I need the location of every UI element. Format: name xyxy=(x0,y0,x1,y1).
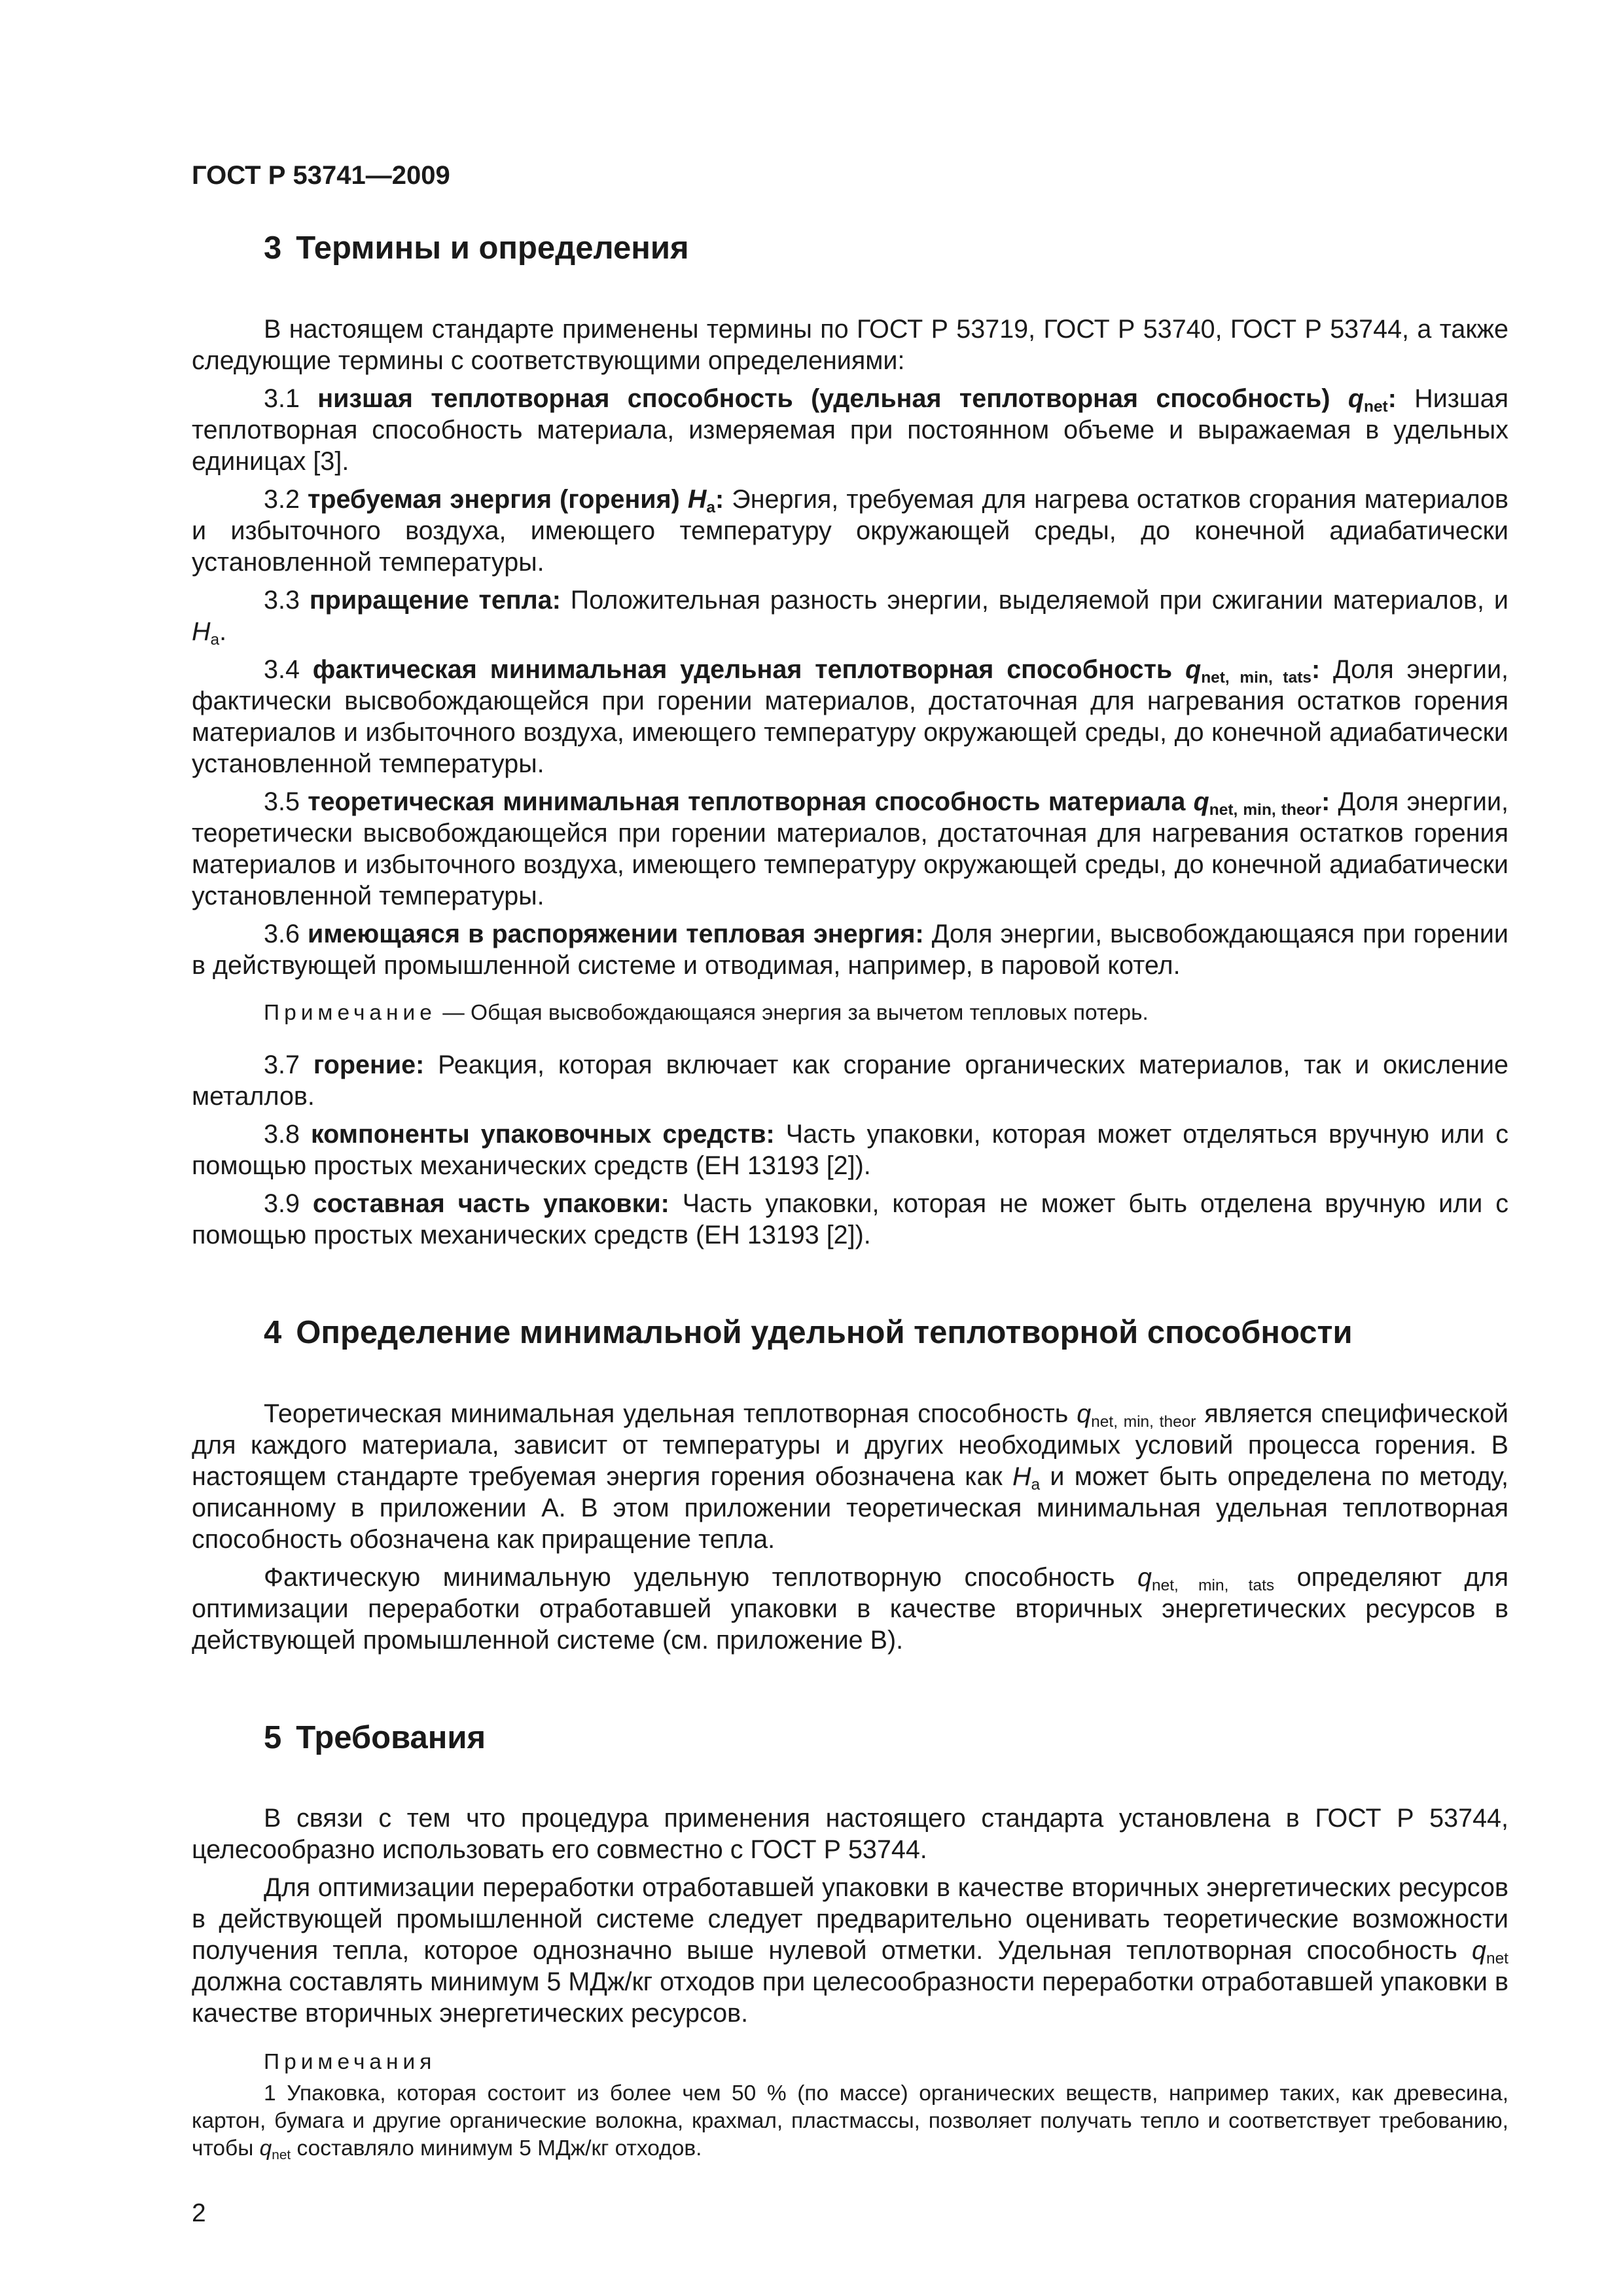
term-number: 3.4 xyxy=(264,655,300,684)
section-number: 3 xyxy=(264,230,282,266)
symbol-subscript: net, min, theor xyxy=(1091,1412,1196,1431)
document-id: ГОСТ Р 53741—2009 xyxy=(192,161,450,190)
section-5-note-1 xyxy=(192,2080,1508,2162)
term-number: 3.5 xyxy=(264,787,300,816)
term-definition: Доля энергии, высвобождающаяся при горении в действующей промышленной системе и отводимая, например, в паровой котел. xyxy=(192,919,1508,980)
text-run: составляло минимум 5 МДж/кг отходов. xyxy=(296,2136,702,2161)
term-name: низшая теплотворная способность (удельная теплотворная способность) xyxy=(317,384,1330,413)
symbol-subscript: net xyxy=(1486,1950,1508,1968)
term-colon: : xyxy=(1387,384,1397,413)
note-label: Примечание xyxy=(264,1000,437,1025)
term-3-7 xyxy=(192,1049,1508,1112)
symbol: q xyxy=(1077,1399,1092,1428)
section-5-paragraph-2 xyxy=(192,1872,1508,2029)
term-symbol-subscript: a xyxy=(706,498,716,516)
term-number: 3.3 xyxy=(264,585,300,615)
term-3-1 xyxy=(192,383,1508,477)
section-5-heading xyxy=(192,1719,1508,1757)
term-definition: Доля энергии, фактически высвобождающейся при горении материалов, достаточная для нагревания остатков горения материалов и избыточного воздуха, имеющего температуру окружающей среды, до конечной адиабатически установленной температуры. xyxy=(192,655,1508,778)
section-title: Определение минимальной удельной теплотворной способности xyxy=(296,1314,1353,1350)
term-symbol-subscript: a xyxy=(210,630,220,649)
term-definition: Реакция, которая включает как сгорание органических материалов, так и окисление металлов. xyxy=(192,1050,1508,1111)
term-end: . xyxy=(219,617,227,646)
term-symbol: H xyxy=(687,484,707,514)
term-3-8 xyxy=(192,1119,1508,1181)
term-definition: Низшая теплотворная способность материала, измеряемая при постоянном объеме и выражаемая в удельных единицах [3]. xyxy=(192,384,1508,476)
term-number: 3.7 xyxy=(264,1050,300,1079)
section-3-heading xyxy=(192,229,1508,268)
term-name: компоненты упаковочных средств: xyxy=(310,1119,775,1149)
page-number: 2 xyxy=(192,2199,206,2227)
term-3-2 xyxy=(192,484,1508,578)
section-5-notes-label xyxy=(192,2049,1508,2076)
symbol: H xyxy=(1012,1462,1031,1491)
term-name: фактическая минимальная удельная теплотворная способность xyxy=(312,655,1173,684)
note-text: — Общая высвобождающаяся энергия за вычетом тепловых потерь. xyxy=(442,1000,1149,1025)
term-name: требуемая энергия (горения) xyxy=(308,484,680,514)
term-symbol-subscript: net, min, theor xyxy=(1209,800,1322,819)
term-name: составная часть упаковки: xyxy=(312,1189,669,1218)
term-symbol-subscript: net xyxy=(1363,397,1388,416)
notes-label: Примечания xyxy=(264,2050,437,2075)
term-3-3 xyxy=(192,584,1508,647)
document-page xyxy=(192,0,1508,2296)
term-name: теоретическая минимальная теплотворная способность материала xyxy=(308,787,1186,816)
term-symbol: q xyxy=(1185,655,1202,684)
text-run: 1 Упаковка, которая состоит из более чем 50 % (по массе) органических веществ, например таких, как древесина, картон, бумага и другие органические волокна, крахмал, пластмассы, позволяет получать тепло и соответствует требованию, чтобы xyxy=(192,2081,1508,2161)
section-3-note xyxy=(192,999,1508,1027)
text-run: Фактическую минимальную удельную теплотворную способность xyxy=(264,1562,1115,1592)
term-definition: Доля энергии, теоретически высвобождающейся при горении материалов, достаточная для нагревания остатков горения материалов и избыточного воздуха, имеющего температуру окружающей среды, до конечной адиабатически установленной температуры. xyxy=(192,787,1508,910)
term-3-5 xyxy=(192,786,1508,912)
term-name: имеющаяся в распоряжении тепловая энергия: xyxy=(308,919,924,948)
term-symbol-subscript: net, min, tats xyxy=(1201,668,1311,687)
section-4-heading xyxy=(192,1314,1508,1352)
term-name: горение: xyxy=(313,1050,425,1079)
term-colon: : xyxy=(1321,787,1330,816)
symbol: q xyxy=(259,2136,272,2161)
term-definition: Часть упаковки, которая не может быть отделена вручную или с помощью простых механических средств (ЕН 13193 [2]). xyxy=(192,1189,1508,1249)
text-run: Для оптимизации переработки отработавшей упаковки в качестве вторичных энергетических ресурсов в действующей промышленной системе следует предварительно оценивать теоретические возможности получения тепла, которое однозначно выше нулевой отметки. Удельная теплотворная способность xyxy=(192,1873,1508,1965)
term-3-6 xyxy=(192,918,1508,981)
term-colon: : xyxy=(1311,655,1321,684)
term-symbol: H xyxy=(192,617,211,646)
term-definition: Энергия, требуемая для нагрева остатков сгорания материалов и избыточного воздуха, имеющего температуру окружающей среды, до конечной адиабатически установленной температуры. xyxy=(192,484,1509,577)
section-4-paragraph-1 xyxy=(192,1398,1508,1555)
text-run: определяют для оптимизации переработки отработавшей упаковки в качестве вторичных энергетических ресурсов в действующей промышленной системе (см. приложение В). xyxy=(192,1562,1508,1655)
term-definition: Положительная разность энергии, выделяемой при сжигании материалов, и xyxy=(570,585,1508,615)
term-number: 3.2 xyxy=(264,484,300,514)
section-number: 5 xyxy=(264,1719,282,1755)
term-colon: : xyxy=(715,484,724,514)
term-name: приращение тепла: xyxy=(309,585,561,615)
section-title: Термины и определения xyxy=(296,230,689,266)
text-run: и может быть определена по методу, описанному в приложении А. В этом приложении теоретическая минимальная удельная теплотворная способность обозначена как приращение тепла. xyxy=(192,1462,1508,1554)
symbol: q xyxy=(1137,1562,1152,1592)
text-run: Теоретическая минимальная удельная теплотворная способность xyxy=(264,1399,1069,1428)
term-3-4 xyxy=(192,654,1508,780)
symbol: q xyxy=(1471,1936,1486,1965)
symbol-subscript: net xyxy=(272,2147,291,2163)
section-title: Требования xyxy=(296,1719,486,1755)
section-4-paragraph-2 xyxy=(192,1562,1508,1656)
section-number: 4 xyxy=(264,1314,282,1350)
text-run: является специфической для каждого материала, зависит от температуры и других необходимых условий процесса горения. В настоящем стандарте требуемая энергия горения обозначена как xyxy=(192,1399,1508,1491)
term-number: 3.6 xyxy=(264,919,300,948)
term-symbol: q xyxy=(1193,787,1209,816)
document-body xyxy=(192,229,1508,2185)
section-3-intro: В настоящем стандарте применены термины по ГОСТ Р 53719, ГОСТ Р 53740, ГОСТ Р 53744, а также следующие термины с соответствующими определениями: xyxy=(192,314,1508,375)
section-5-paragraph-1: В связи с тем что процедура применения настоящего стандарта установлена в ГОСТ Р 53744, целесообразно использовать его совместно с ГОСТ Р 53744. xyxy=(192,1804,1508,1865)
term-number: 3.9 xyxy=(264,1189,300,1218)
term-symbol: q xyxy=(1347,384,1364,413)
term-definition: Часть упаковки, которая может отделяться вручную или с помощью простых механических средств (ЕН 13193 [2]). xyxy=(192,1119,1508,1180)
text-run: должна составлять минимум 5 МДж/кг отходов при целесообразности переработки отработавшей упаковки в качестве вторичных энергетических ресурсов. xyxy=(192,1967,1508,2028)
term-3-9 xyxy=(192,1188,1508,1251)
term-number: 3.1 xyxy=(264,384,300,413)
symbol-subscript: net, min, tats xyxy=(1152,1576,1275,1594)
term-number: 3.8 xyxy=(264,1119,300,1149)
symbol-subscript: a xyxy=(1031,1475,1041,1494)
